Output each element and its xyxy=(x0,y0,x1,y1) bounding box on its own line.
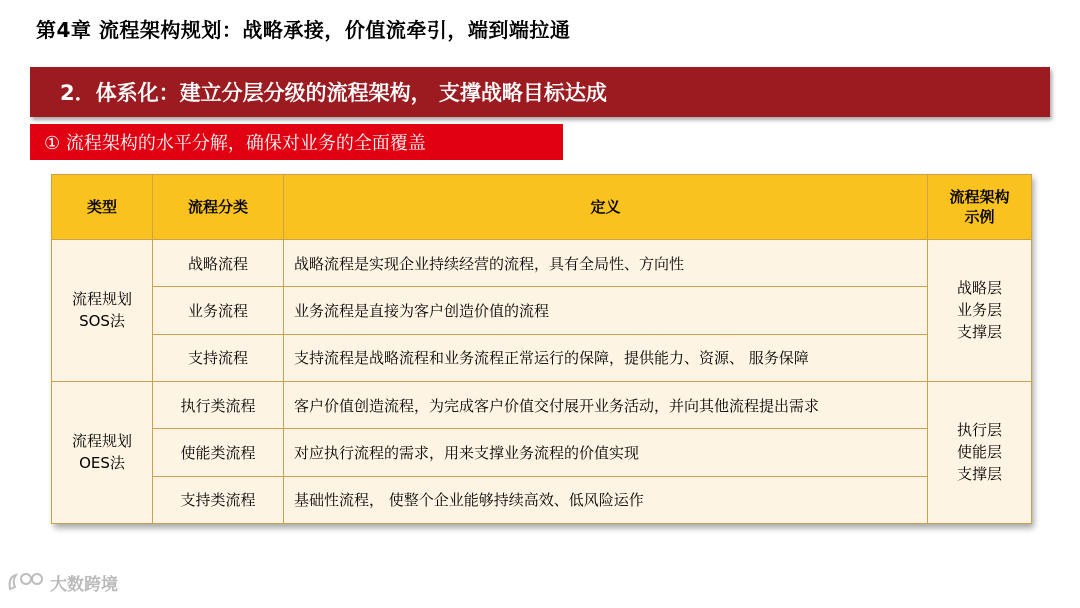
group-type-line1: 流程规划 xyxy=(71,432,132,451)
definition-cell: 支持流程是战略流程和业务流程正常运行的保障，提供能力、资源、 服务保障 xyxy=(284,334,928,381)
group-type-line2: OES法 xyxy=(79,454,125,473)
table-row xyxy=(52,334,1032,381)
category-cell: 执行类流程 xyxy=(153,381,284,428)
example-item: 战略层 xyxy=(956,279,1002,298)
table-row xyxy=(52,240,1032,287)
category-cell: 业务流程 xyxy=(153,287,284,334)
group-type-line2: SOS法 xyxy=(79,312,125,331)
category-cell: 支持类流程 xyxy=(153,476,284,523)
subsection-banner xyxy=(30,124,563,160)
header-definition: 定义 xyxy=(284,175,928,240)
table-row xyxy=(52,381,1032,428)
section-title: 2．体系化：建立分层分级的流程架构， 支撑战略目标达成 xyxy=(60,81,607,105)
example-item: 使能层 xyxy=(956,443,1002,462)
definition-cell: 战略流程是实现企业持续经营的流程，具有全局性、方向性 xyxy=(284,240,928,287)
group-type-oes xyxy=(52,381,153,523)
group-type-line1: 流程规划 xyxy=(71,290,132,309)
example-item: 业务层 xyxy=(956,301,1002,320)
watermark-text: 大数跨境 xyxy=(50,574,118,595)
category-cell: 使能类流程 xyxy=(153,429,284,476)
subsection-title: ① 流程架构的水平分解，确保对业务的全面覆盖 xyxy=(44,133,426,154)
section-banner xyxy=(30,67,1050,117)
watermark xyxy=(6,569,118,595)
category-cell: 支持流程 xyxy=(153,334,284,381)
category-cell: 战略流程 xyxy=(153,240,284,287)
table-row xyxy=(52,429,1032,476)
table-header-row xyxy=(52,175,1032,240)
header-example-line2: 示例 xyxy=(964,208,995,226)
example-item: 支撑层 xyxy=(956,465,1002,484)
example-item: 支撑层 xyxy=(956,323,1002,342)
definition-cell: 客户价值创造流程，为完成客户价值交付展开业务活动，并向其他流程提出需求 xyxy=(284,381,928,428)
header-type: 类型 xyxy=(52,175,153,240)
group-type-sos xyxy=(52,240,153,382)
table-row xyxy=(52,287,1032,334)
example-cell-oes xyxy=(928,381,1032,523)
process-architecture-table xyxy=(51,174,1031,524)
example-item: 执行层 xyxy=(956,421,1002,440)
definition-cell: 对应执行流程的需求，用来支撑业务流程的价值实现 xyxy=(284,429,928,476)
chapter-title: 第4章 流程架构规划：战略承接，价值流牵引，端到端拉通 xyxy=(36,18,571,42)
header-category: 流程分类 xyxy=(153,175,284,240)
header-example xyxy=(928,175,1032,240)
definition-cell: 业务流程是直接为客户创造价值的流程 xyxy=(284,287,928,334)
header-example-line1: 流程架构 xyxy=(949,188,1010,206)
example-cell-sos xyxy=(928,240,1032,382)
table-row xyxy=(52,476,1032,523)
definition-cell: 基础性流程， 使整个企业能够持续高效、低风险运作 xyxy=(284,476,928,523)
brand-logo-icon xyxy=(6,569,46,595)
